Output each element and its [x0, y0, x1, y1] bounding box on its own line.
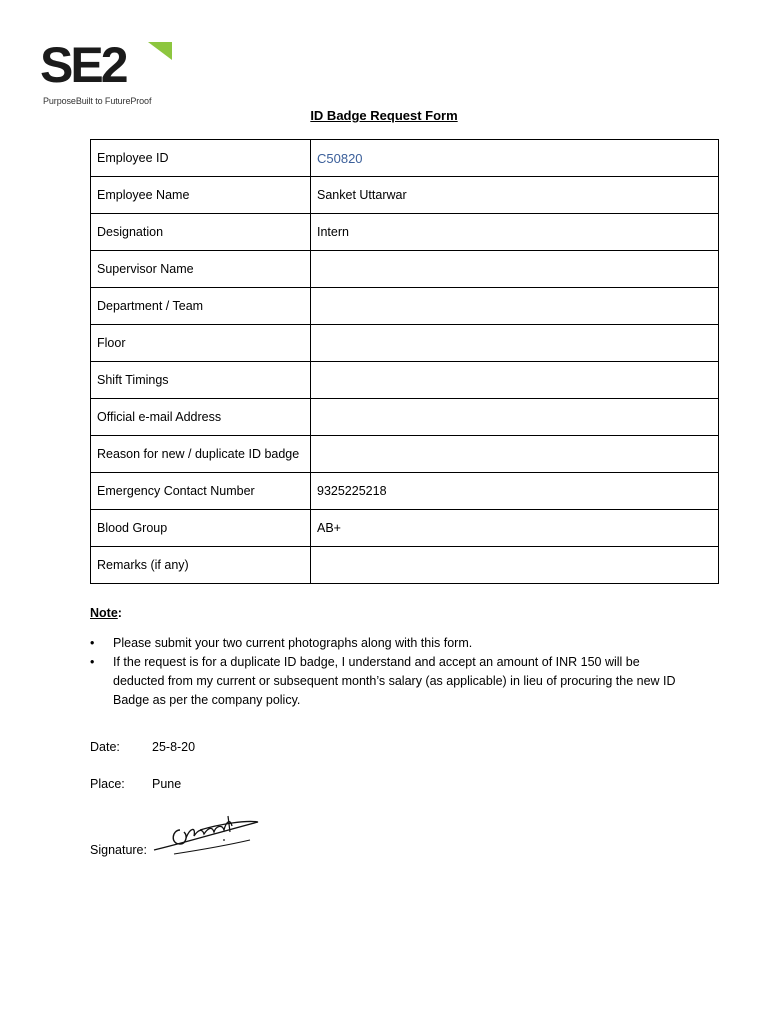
company-logo — [40, 37, 175, 110]
table-row — [91, 140, 719, 177]
logo-mark: SE2 — [40, 37, 126, 93]
note-heading: Note: — [90, 606, 122, 620]
shift-timings-field[interactable] — [311, 362, 719, 399]
table-row — [91, 251, 719, 288]
bullet-icon: • — [90, 636, 95, 650]
note-heading-text: Note — [90, 606, 118, 620]
table-row — [91, 362, 719, 399]
blood-group-label: Blood Group — [91, 510, 311, 547]
employee-id-field[interactable]: C50820 — [311, 140, 719, 177]
place-label: Place: — [90, 777, 125, 791]
table-row — [91, 325, 719, 362]
floor-field[interactable] — [311, 325, 719, 362]
reason-label: Reason for new / duplicate ID badge — [91, 436, 311, 473]
remarks-field[interactable] — [311, 547, 719, 584]
official-email-label: Official e-mail Address — [91, 399, 311, 436]
note-item-text: Please submit your two current photographs along with this form. — [113, 636, 473, 650]
list-item — [90, 653, 690, 710]
signature-label: Signature: — [90, 843, 147, 857]
shift-timings-label: Shift Timings — [91, 362, 311, 399]
designation-field[interactable]: Intern — [311, 214, 719, 251]
table-row — [91, 473, 719, 510]
department-team-label: Department / Team — [91, 288, 311, 325]
table-row — [91, 436, 719, 473]
emergency-contact-label: Emergency Contact Number — [91, 473, 311, 510]
emergency-contact-field[interactable]: 9325225218 — [311, 473, 719, 510]
note-list — [90, 634, 690, 710]
supervisor-name-label: Supervisor Name — [91, 251, 311, 288]
date-value: 25-8-20 — [152, 740, 196, 754]
supervisor-name-field[interactable] — [311, 251, 719, 288]
form-title: ID Badge Request Form — [310, 108, 458, 123]
list-item — [90, 634, 690, 653]
table-row — [91, 547, 719, 584]
place-row — [90, 777, 181, 791]
reason-field[interactable] — [311, 436, 719, 473]
bullet-icon: • — [90, 655, 95, 669]
department-team-field[interactable] — [311, 288, 719, 325]
table-row — [91, 510, 719, 547]
badge-request-table — [90, 139, 719, 584]
logo-tagline: PurposeBuilt to FutureProof — [43, 96, 152, 106]
signature-image — [150, 810, 262, 858]
place-value: Pune — [152, 777, 182, 791]
employee-name-label: Employee Name — [91, 177, 311, 214]
blood-group-field[interactable]: AB+ — [311, 510, 719, 547]
employee-name-field[interactable]: Sanket Uttarwar — [311, 177, 719, 214]
employee-id-label: Employee ID — [91, 140, 311, 177]
date-label: Date: — [90, 740, 120, 754]
date-row — [90, 740, 195, 754]
table-row — [91, 214, 719, 251]
floor-label: Floor — [91, 325, 311, 362]
table-row — [91, 399, 719, 436]
table-row — [91, 288, 719, 325]
logo-accent-triangle — [148, 42, 172, 60]
remarks-label: Remarks (if any) — [91, 547, 311, 584]
designation-label: Designation — [91, 214, 311, 251]
table-row — [91, 177, 719, 214]
note-item-text: If the request is for a duplicate ID badge, I understand and accept an amount of INR 150 will be deducted from my current or subsequent month’s salary (as applicable) in lieu of procuring the new ID Badge as per the company policy. — [113, 655, 676, 707]
official-email-field[interactable] — [311, 399, 719, 436]
